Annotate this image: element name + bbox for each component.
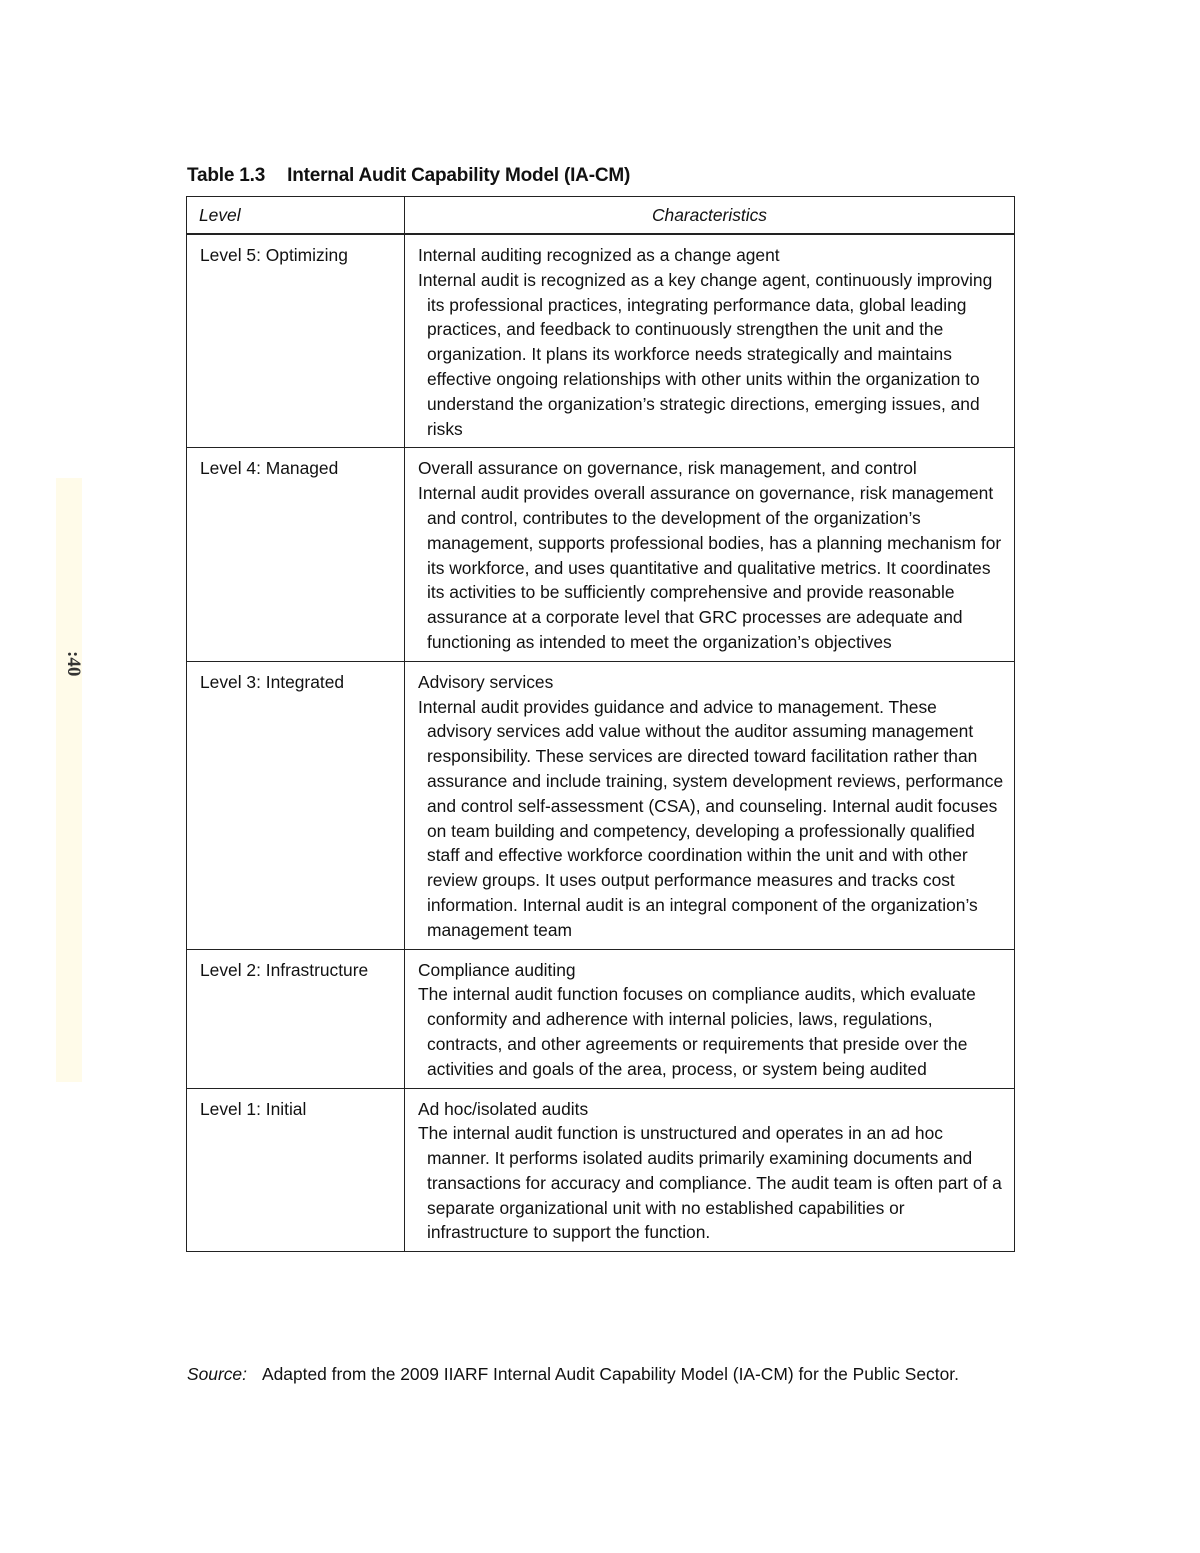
source-text: Adapted from the 2009 IIARF Internal Audit Capability Model (IA-CM) for the Public Sector. [262,1364,959,1384]
row-subtitle: Compliance auditing [418,959,576,980]
row-level: Level 5: Optimizing [187,234,405,448]
table-title: Internal Audit Capability Model (IA-CM) [287,165,631,186]
table-row [187,1088,1015,1252]
row-description: Internal audit is recognized as a key change agent, continuously improving its professional practices, integrating performance data, global leading practices, and feedback to continuously strengthen the unit and the organization. It plans its workforce needs strategically and maintains effective ongoing relationships with other units within the organization to understand the organization’s strategic directions, emerging issues, and risks [418,269,993,439]
table-row [187,661,1015,949]
margin-page-number: :40 [63,651,84,677]
row-subtitle: Advisory services [418,671,554,692]
table-header-row [187,197,1015,235]
header-level: Level [187,197,405,235]
row-level: Level 2: Infrastructure [187,949,405,1088]
row-subtitle: Internal auditing recognized as a change agent [418,245,780,265]
row-level: Level 1: Initial [187,1088,405,1252]
row-characteristics [405,1088,1015,1252]
row-subtitle: Overall assurance on governance, risk management, and control [418,458,917,479]
table-number: Table 1.3 [187,165,266,186]
table-row [187,448,1015,661]
row-characteristics [405,448,1015,661]
header-characteristics: Characteristics [405,197,1015,235]
row-characteristics [405,234,1015,448]
table-row [187,949,1015,1088]
row-characteristics [405,949,1015,1088]
source-note [187,1362,1017,1387]
row-subtitle: Ad hoc/isolated audits [418,1098,589,1119]
row-description: Internal audit provides guidance and advice to management. These advisory services add value without the auditor assuming management responsibility. These services are directed toward facilitation rather than assurance and include training, system development reviews, performance and control self-assessment (CSA), and counseling. Internal audit focuses on team building and competency, developing a professionally qualified staff and effective workforce coordination within the unit and with other review groups. It uses output performance measures and tracks cost information. Internal audit is an integral component of the organization’s management team [418,696,1004,940]
capability-model-table [186,196,1015,1252]
row-level: Level 4: Managed [187,448,405,661]
table-caption [187,165,630,187]
table-row [187,234,1015,448]
source-label: Source: [187,1364,247,1384]
row-description: Internal audit provides overall assurance on governance, risk management and control, contributes to the development of the organization’s management, supports professional bodies, has a planning mechanism for its workforce, and uses quantitative and qualitative metrics. It coordinates its activities to be sufficiently comprehensive and provide reasonable assurance at a corporate level that GRC processes are adequate and functioning as intended to meet the organization’s objectives [418,483,1002,652]
row-level: Level 3: Integrated [187,661,405,949]
row-description: The internal audit function focuses on compliance audits, which evaluate conformity and adherence with internal policies, laws, regulations, contracts, and other agreements or requirements that preside over the activities and goals of the area, process, or system being audited [418,984,976,1079]
row-description: The internal audit function is unstructured and operates in an ad hoc manner. It performs isolated audits primarily examining documents and transactions for accuracy and compliance. The audit team is often part of a separate organizational unit with no established capabilities or infrastructure to support the function. [418,1123,1002,1243]
row-characteristics [405,661,1015,949]
margin-strip [56,478,82,1082]
